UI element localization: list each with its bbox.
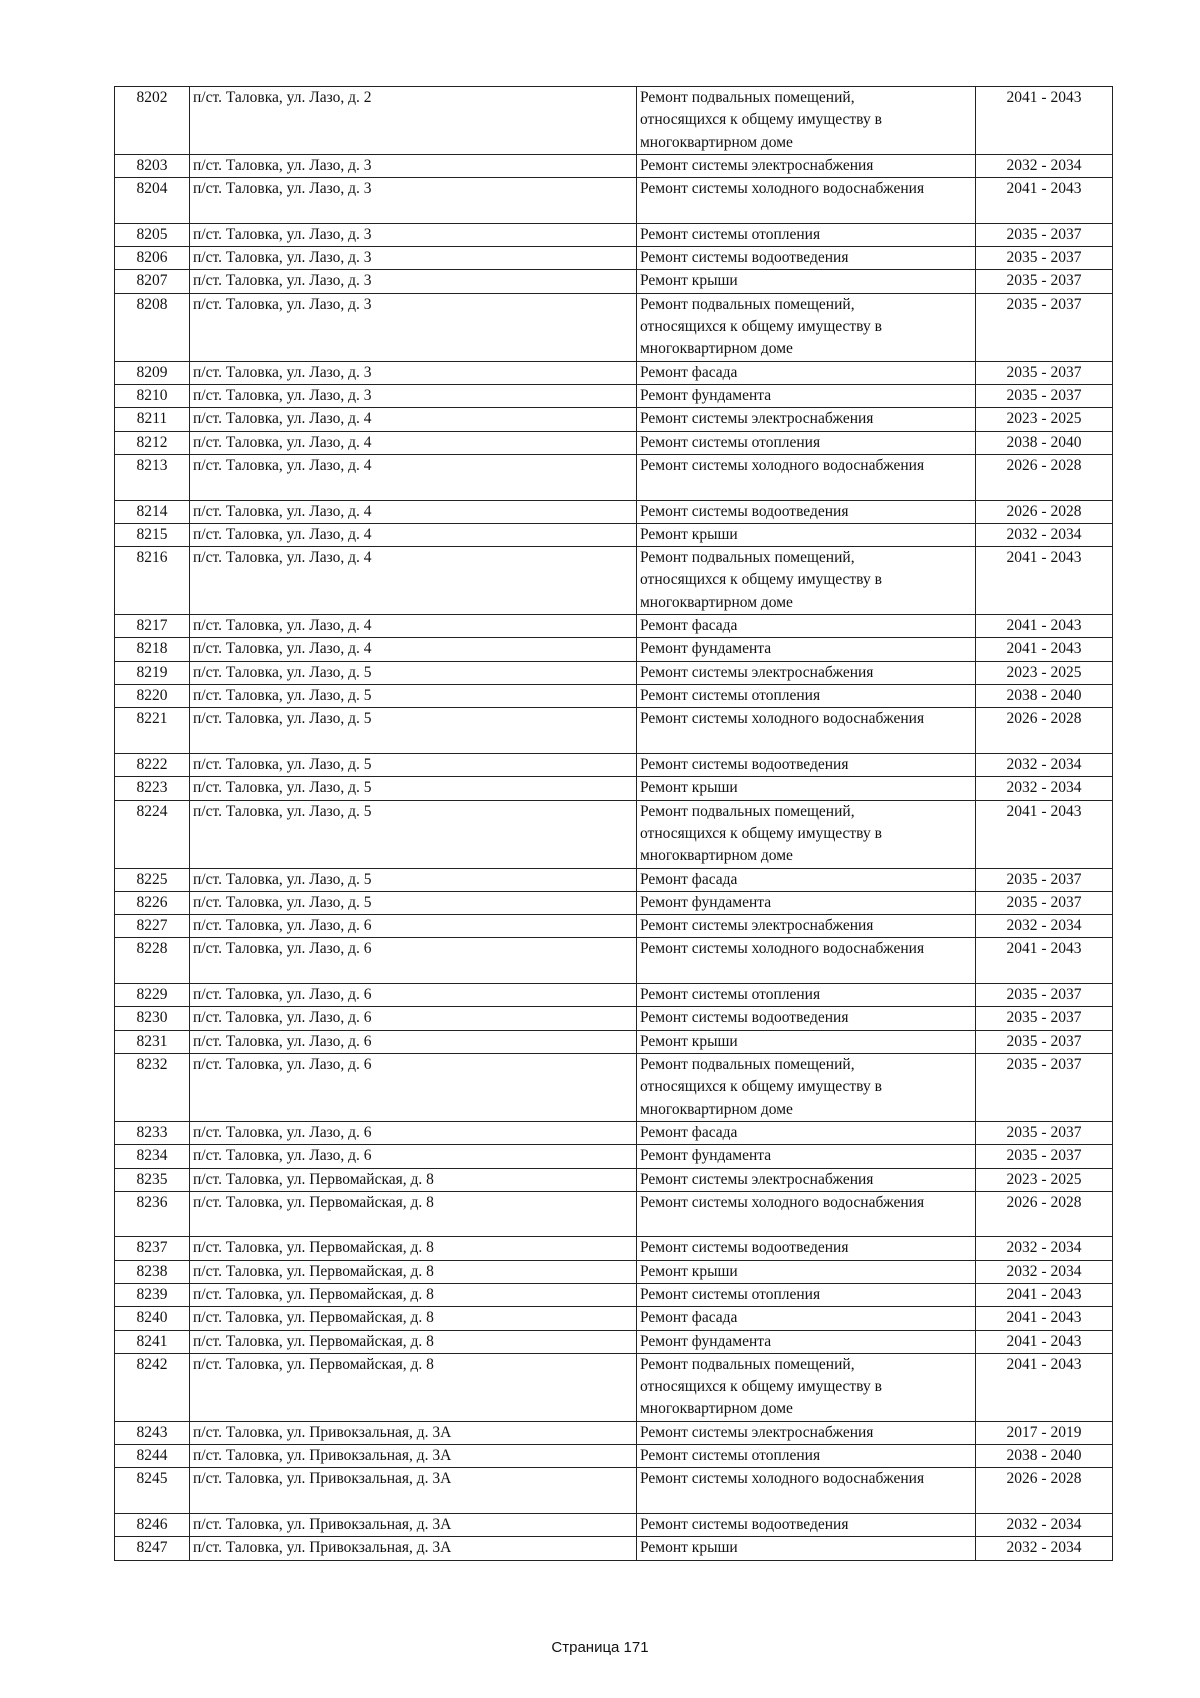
work-type-cell: Ремонт системы электроснабжения — [637, 155, 976, 178]
row-number-cell: 8215 — [115, 523, 190, 546]
table-row — [115, 1307, 1113, 1330]
period-cell: 2035 - 2037 — [976, 891, 1113, 914]
work-type-cell: Ремонт системы холодного водоснабжения — [637, 178, 976, 224]
period-cell: 2035 - 2037 — [976, 293, 1113, 361]
period-cell: 2041 - 2043 — [976, 800, 1113, 868]
work-type-cell: Ремонт подвальных помещений, относящихся к общему имуществу в многоквартирном доме — [637, 1053, 976, 1121]
row-number-cell: 8203 — [115, 155, 190, 178]
row-number-cell: 8221 — [115, 708, 190, 754]
table-row — [115, 361, 1113, 384]
table-row — [115, 891, 1113, 914]
address-cell: п/ст. Таловка, ул. Первомайская, д. 8 — [190, 1168, 637, 1191]
address-cell: п/ст. Таловка, ул. Первомайская, д. 8 — [190, 1353, 637, 1421]
row-number-cell: 8234 — [115, 1145, 190, 1168]
work-type-cell: Ремонт системы водоотведения — [637, 753, 976, 776]
address-cell: п/ст. Таловка, ул. Привокзальная, д. 3А — [190, 1468, 637, 1514]
period-cell: 2038 - 2040 — [976, 1445, 1113, 1468]
period-cell: 2023 - 2025 — [976, 661, 1113, 684]
row-number-cell: 8216 — [115, 547, 190, 615]
work-type-cell: Ремонт системы отопления — [637, 1283, 976, 1306]
row-number-cell: 8212 — [115, 431, 190, 454]
address-cell: п/ст. Таловка, ул. Лазо, д. 6 — [190, 1007, 637, 1030]
address-cell: п/ст. Таловка, ул. Лазо, д. 5 — [190, 661, 637, 684]
address-cell: п/ст. Таловка, ул. Лазо, д. 6 — [190, 938, 637, 984]
table-row — [115, 1007, 1113, 1030]
work-type-cell: Ремонт крыши — [637, 270, 976, 293]
row-number-cell: 8206 — [115, 247, 190, 270]
work-type-cell: Ремонт фундамента — [637, 638, 976, 661]
period-cell: 2035 - 2037 — [976, 270, 1113, 293]
work-type-cell: Ремонт системы водоотведения — [637, 500, 976, 523]
work-type-cell: Ремонт крыши — [637, 1260, 976, 1283]
period-cell: 2041 - 2043 — [976, 1330, 1113, 1353]
row-number-cell: 8238 — [115, 1260, 190, 1283]
table-row — [115, 1260, 1113, 1283]
address-cell: п/ст. Таловка, ул. Привокзальная, д. 3А — [190, 1445, 637, 1468]
period-cell: 2035 - 2037 — [976, 1053, 1113, 1121]
table-row — [115, 1330, 1113, 1353]
row-number-cell: 8247 — [115, 1537, 190, 1560]
row-number-cell: 8219 — [115, 661, 190, 684]
repair-schedule-table — [114, 86, 1113, 1561]
row-number-cell: 8232 — [115, 1053, 190, 1121]
work-type-cell: Ремонт системы электроснабжения — [637, 1421, 976, 1444]
address-cell: п/ст. Таловка, ул. Лазо, д. 5 — [190, 800, 637, 868]
period-cell: 2041 - 2043 — [976, 1353, 1113, 1421]
address-cell: п/ст. Таловка, ул. Первомайская, д. 8 — [190, 1260, 637, 1283]
row-number-cell: 8211 — [115, 408, 190, 431]
period-cell: 2035 - 2037 — [976, 984, 1113, 1007]
address-cell: п/ст. Таловка, ул. Лазо, д. 3 — [190, 385, 637, 408]
row-number-cell: 8246 — [115, 1514, 190, 1537]
table-row — [115, 938, 1113, 984]
row-number-cell: 8241 — [115, 1330, 190, 1353]
work-type-cell: Ремонт системы водоотведения — [637, 247, 976, 270]
period-cell: 2032 - 2034 — [976, 777, 1113, 800]
address-cell: п/ст. Таловка, ул. Лазо, д. 4 — [190, 615, 637, 638]
work-type-cell: Ремонт системы электроснабжения — [637, 408, 976, 431]
table-row — [115, 708, 1113, 754]
table-row — [115, 615, 1113, 638]
period-cell: 2035 - 2037 — [976, 247, 1113, 270]
address-cell: п/ст. Таловка, ул. Лазо, д. 4 — [190, 408, 637, 431]
period-cell: 2035 - 2037 — [976, 868, 1113, 891]
table-row — [115, 1514, 1113, 1537]
period-cell: 2032 - 2034 — [976, 155, 1113, 178]
period-cell: 2032 - 2034 — [976, 523, 1113, 546]
table-row — [115, 1168, 1113, 1191]
period-cell: 2038 - 2040 — [976, 431, 1113, 454]
row-number-cell: 8217 — [115, 615, 190, 638]
table-row — [115, 753, 1113, 776]
work-type-cell: Ремонт подвальных помещений, относящихся к общему имуществу в многоквартирном доме — [637, 800, 976, 868]
period-cell: 2023 - 2025 — [976, 1168, 1113, 1191]
table-body — [115, 87, 1113, 1561]
address-cell: п/ст. Таловка, ул. Лазо, д. 5 — [190, 891, 637, 914]
period-cell: 2035 - 2037 — [976, 361, 1113, 384]
period-cell: 2041 - 2043 — [976, 87, 1113, 155]
row-number-cell: 8222 — [115, 753, 190, 776]
address-cell: п/ст. Таловка, ул. Первомайская, д. 8 — [190, 1237, 637, 1260]
address-cell: п/ст. Таловка, ул. Первомайская, д. 8 — [190, 1283, 637, 1306]
address-cell: п/ст. Таловка, ул. Лазо, д. 6 — [190, 1053, 637, 1121]
address-cell: п/ст. Таловка, ул. Лазо, д. 6 — [190, 915, 637, 938]
period-cell: 2041 - 2043 — [976, 1283, 1113, 1306]
row-number-cell: 8230 — [115, 1007, 190, 1030]
table-row — [115, 1030, 1113, 1053]
period-cell: 2041 - 2043 — [976, 938, 1113, 984]
row-number-cell: 8220 — [115, 685, 190, 708]
table-row — [115, 638, 1113, 661]
period-cell: 2035 - 2037 — [976, 223, 1113, 246]
table-row — [115, 1537, 1113, 1560]
work-type-cell: Ремонт системы холодного водоснабжения — [637, 708, 976, 754]
address-cell: п/ст. Таловка, ул. Привокзальная, д. 3А — [190, 1537, 637, 1560]
work-type-cell: Ремонт подвальных помещений, относящихся к общему имуществу в многоквартирном доме — [637, 87, 976, 155]
work-type-cell: Ремонт фасада — [637, 615, 976, 638]
work-type-cell: Ремонт системы водоотведения — [637, 1237, 976, 1260]
work-type-cell: Ремонт системы холодного водоснабжения — [637, 938, 976, 984]
address-cell: п/ст. Таловка, ул. Лазо, д. 5 — [190, 708, 637, 754]
table-row — [115, 87, 1113, 155]
period-cell: 2032 - 2034 — [976, 1514, 1113, 1537]
table-row — [115, 1237, 1113, 1260]
table-row — [115, 1145, 1113, 1168]
work-type-cell: Ремонт системы холодного водоснабжения — [637, 1191, 976, 1237]
work-type-cell: Ремонт фундамента — [637, 891, 976, 914]
work-type-cell: Ремонт системы водоотведения — [637, 1514, 976, 1537]
table-row — [115, 247, 1113, 270]
row-number-cell: 8236 — [115, 1191, 190, 1237]
table-row — [115, 408, 1113, 431]
period-cell: 2032 - 2034 — [976, 1260, 1113, 1283]
table-row — [115, 1053, 1113, 1121]
row-number-cell: 8243 — [115, 1421, 190, 1444]
row-number-cell: 8235 — [115, 1168, 190, 1191]
period-cell: 2032 - 2034 — [976, 1237, 1113, 1260]
address-cell: п/ст. Таловка, ул. Привокзальная, д. 3А — [190, 1421, 637, 1444]
work-type-cell: Ремонт фундамента — [637, 1145, 976, 1168]
page-number: Страница 171 — [551, 1639, 649, 1656]
table-row — [115, 500, 1113, 523]
period-cell: 2041 - 2043 — [976, 547, 1113, 615]
table-row — [115, 685, 1113, 708]
period-cell: 2035 - 2037 — [976, 1007, 1113, 1030]
work-type-cell: Ремонт крыши — [637, 523, 976, 546]
period-cell: 2035 - 2037 — [976, 1121, 1113, 1144]
table-row — [115, 270, 1113, 293]
row-number-cell: 8231 — [115, 1030, 190, 1053]
work-type-cell: Ремонт системы отопления — [637, 984, 976, 1007]
period-cell: 2035 - 2037 — [976, 1030, 1113, 1053]
period-cell: 2038 - 2040 — [976, 685, 1113, 708]
work-type-cell: Ремонт системы электроснабжения — [637, 661, 976, 684]
period-cell: 2041 - 2043 — [976, 615, 1113, 638]
address-cell: п/ст. Таловка, ул. Лазо, д. 4 — [190, 638, 637, 661]
address-cell: п/ст. Таловка, ул. Лазо, д. 5 — [190, 777, 637, 800]
address-cell: п/ст. Таловка, ул. Лазо, д. 4 — [190, 547, 637, 615]
work-type-cell: Ремонт системы водоотведения — [637, 1007, 976, 1030]
address-cell: п/ст. Таловка, ул. Лазо, д. 4 — [190, 454, 637, 500]
row-number-cell: 8225 — [115, 868, 190, 891]
row-number-cell: 8213 — [115, 454, 190, 500]
period-cell: 2041 - 2043 — [976, 178, 1113, 224]
period-cell: 2023 - 2025 — [976, 408, 1113, 431]
work-type-cell: Ремонт системы отопления — [637, 223, 976, 246]
table-row — [115, 915, 1113, 938]
table-row — [115, 868, 1113, 891]
row-number-cell: 8237 — [115, 1237, 190, 1260]
table-row — [115, 1283, 1113, 1306]
table-row — [115, 1445, 1113, 1468]
row-number-cell: 8207 — [115, 270, 190, 293]
table-row — [115, 1353, 1113, 1421]
row-number-cell: 8227 — [115, 915, 190, 938]
row-number-cell: 8233 — [115, 1121, 190, 1144]
table-row — [115, 661, 1113, 684]
row-number-cell: 8209 — [115, 361, 190, 384]
row-number-cell: 8208 — [115, 293, 190, 361]
work-type-cell: Ремонт фасада — [637, 1121, 976, 1144]
row-number-cell: 8210 — [115, 385, 190, 408]
address-cell: п/ст. Таловка, ул. Лазо, д. 3 — [190, 270, 637, 293]
work-type-cell: Ремонт системы холодного водоснабжения — [637, 1468, 976, 1514]
period-cell: 2026 - 2028 — [976, 1468, 1113, 1514]
table-row — [115, 178, 1113, 224]
row-number-cell: 8229 — [115, 984, 190, 1007]
address-cell: п/ст. Таловка, ул. Лазо, д. 6 — [190, 1121, 637, 1144]
row-number-cell: 8223 — [115, 777, 190, 800]
row-number-cell: 8205 — [115, 223, 190, 246]
row-number-cell: 8218 — [115, 638, 190, 661]
period-cell: 2032 - 2034 — [976, 753, 1113, 776]
period-cell: 2032 - 2034 — [976, 1537, 1113, 1560]
table-row — [115, 1121, 1113, 1144]
row-number-cell: 8226 — [115, 891, 190, 914]
period-cell: 2026 - 2028 — [976, 708, 1113, 754]
address-cell: п/ст. Таловка, ул. Лазо, д. 4 — [190, 500, 637, 523]
work-type-cell: Ремонт подвальных помещений, относящихся к общему имуществу в многоквартирном доме — [637, 1353, 976, 1421]
address-cell: п/ст. Таловка, ул. Лазо, д. 6 — [190, 984, 637, 1007]
address-cell: п/ст. Таловка, ул. Первомайская, д. 8 — [190, 1330, 637, 1353]
period-cell: 2026 - 2028 — [976, 1191, 1113, 1237]
address-cell: п/ст. Таловка, ул. Лазо, д. 3 — [190, 178, 637, 224]
row-number-cell: 8204 — [115, 178, 190, 224]
work-type-cell: Ремонт фасада — [637, 1307, 976, 1330]
address-cell: п/ст. Таловка, ул. Лазо, д. 3 — [190, 293, 637, 361]
work-type-cell: Ремонт фундамента — [637, 385, 976, 408]
address-cell: п/ст. Таловка, ул. Лазо, д. 3 — [190, 155, 637, 178]
table-row — [115, 293, 1113, 361]
table-row — [115, 547, 1113, 615]
table-row — [115, 431, 1113, 454]
address-cell: п/ст. Таловка, ул. Лазо, д. 5 — [190, 753, 637, 776]
row-number-cell: 8240 — [115, 1307, 190, 1330]
table-row — [115, 800, 1113, 868]
work-type-cell: Ремонт системы электроснабжения — [637, 1168, 976, 1191]
work-type-cell: Ремонт системы холодного водоснабжения — [637, 454, 976, 500]
work-type-cell: Ремонт системы отопления — [637, 431, 976, 454]
address-cell: п/ст. Таловка, ул. Лазо, д. 2 — [190, 87, 637, 155]
work-type-cell: Ремонт системы отопления — [637, 1445, 976, 1468]
work-type-cell: Ремонт системы отопления — [637, 685, 976, 708]
work-type-cell: Ремонт крыши — [637, 777, 976, 800]
work-type-cell: Ремонт фасада — [637, 868, 976, 891]
period-cell: 2041 - 2043 — [976, 1307, 1113, 1330]
table-row — [115, 1468, 1113, 1514]
work-type-cell: Ремонт подвальных помещений, относящихся к общему имуществу в многоквартирном доме — [637, 547, 976, 615]
work-type-cell: Ремонт системы электроснабжения — [637, 915, 976, 938]
work-type-cell: Ремонт фундамента — [637, 1330, 976, 1353]
address-cell: п/ст. Таловка, ул. Лазо, д. 3 — [190, 361, 637, 384]
table-row — [115, 223, 1113, 246]
address-cell: п/ст. Таловка, ул. Лазо, д. 6 — [190, 1145, 637, 1168]
row-number-cell: 8224 — [115, 800, 190, 868]
address-cell: п/ст. Таловка, ул. Лазо, д. 4 — [190, 523, 637, 546]
period-cell: 2017 - 2019 — [976, 1421, 1113, 1444]
work-type-cell: Ремонт фасада — [637, 361, 976, 384]
table-row — [115, 1191, 1113, 1237]
row-number-cell: 8228 — [115, 938, 190, 984]
period-cell: 2035 - 2037 — [976, 1145, 1113, 1168]
table-row — [115, 1421, 1113, 1444]
address-cell: п/ст. Таловка, ул. Лазо, д. 6 — [190, 1030, 637, 1053]
address-cell: п/ст. Таловка, ул. Лазо, д. 4 — [190, 431, 637, 454]
address-cell: п/ст. Таловка, ул. Лазо, д. 5 — [190, 685, 637, 708]
address-cell: п/ст. Таловка, ул. Лазо, д. 5 — [190, 868, 637, 891]
table-row — [115, 454, 1113, 500]
table-row — [115, 155, 1113, 178]
period-cell: 2026 - 2028 — [976, 454, 1113, 500]
work-type-cell: Ремонт крыши — [637, 1030, 976, 1053]
address-cell: п/ст. Таловка, ул. Первомайская, д. 8 — [190, 1307, 637, 1330]
address-cell: п/ст. Таловка, ул. Лазо, д. 3 — [190, 223, 637, 246]
period-cell: 2032 - 2034 — [976, 915, 1113, 938]
row-number-cell: 8214 — [115, 500, 190, 523]
row-number-cell: 8239 — [115, 1283, 190, 1306]
repair-schedule-table-container — [114, 86, 1112, 1561]
period-cell: 2041 - 2043 — [976, 638, 1113, 661]
table-row — [115, 777, 1113, 800]
address-cell: п/ст. Таловка, ул. Привокзальная, д. 3А — [190, 1514, 637, 1537]
address-cell: п/ст. Таловка, ул. Первомайская, д. 8 — [190, 1191, 637, 1237]
address-cell: п/ст. Таловка, ул. Лазо, д. 3 — [190, 247, 637, 270]
work-type-cell: Ремонт крыши — [637, 1537, 976, 1560]
row-number-cell: 8242 — [115, 1353, 190, 1421]
row-number-cell: 8202 — [115, 87, 190, 155]
table-row — [115, 984, 1113, 1007]
table-row — [115, 523, 1113, 546]
period-cell: 2035 - 2037 — [976, 385, 1113, 408]
table-row — [115, 385, 1113, 408]
work-type-cell: Ремонт подвальных помещений, относящихся к общему имуществу в многоквартирном доме — [637, 293, 976, 361]
period-cell: 2026 - 2028 — [976, 500, 1113, 523]
row-number-cell: 8244 — [115, 1445, 190, 1468]
row-number-cell: 8245 — [115, 1468, 190, 1514]
